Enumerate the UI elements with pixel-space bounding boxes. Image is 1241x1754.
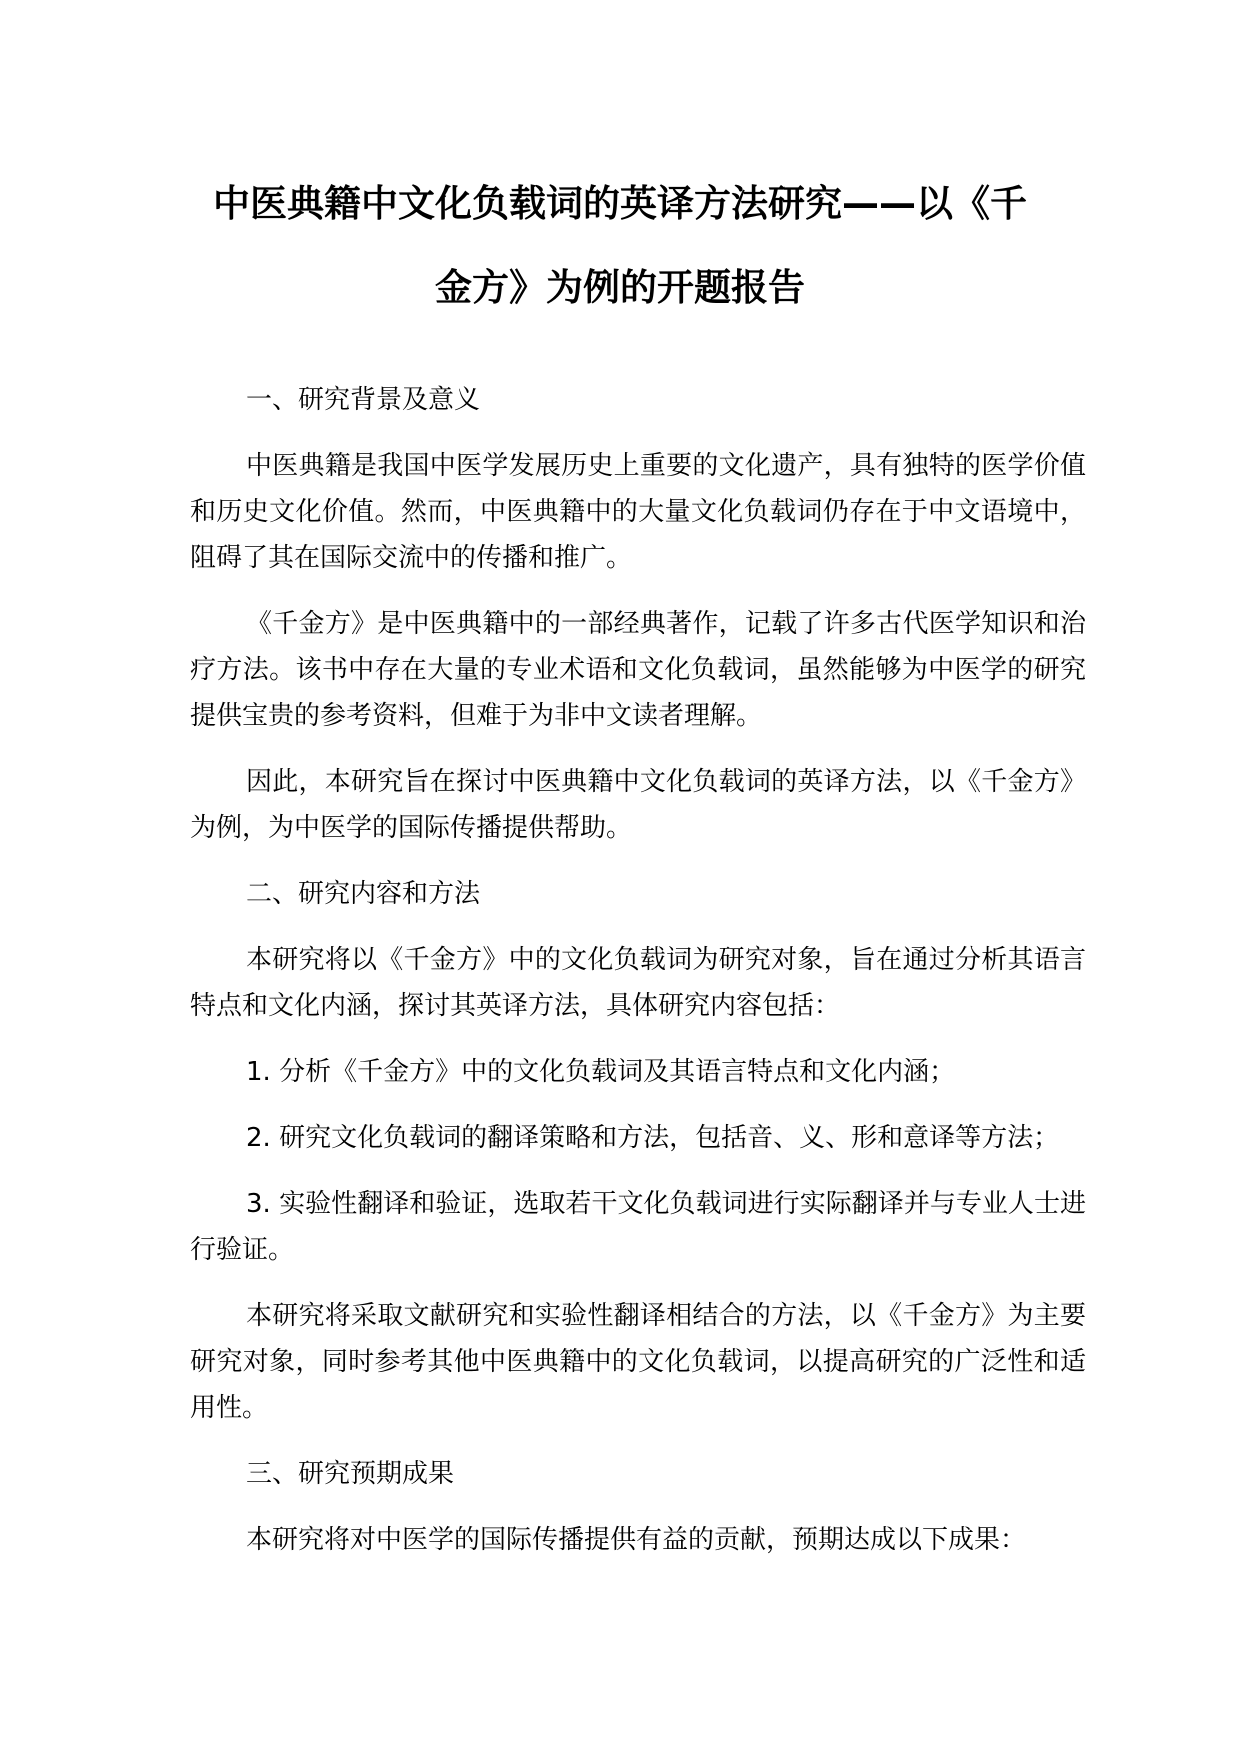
paragraph: 中医典籍是我国中医学发展历史上重要的文化遗产，具有独特的医学价值和历史文化价值。然而，中医典籍中的大量文化负载词仍存在于中文语境中，阻碍了其在国际交流中的传播和推广。 (190, 451, 1086, 573)
paragraph: 本研究将采取文献研究和实验性翻译相结合的方法，以《千金方》为主要研究对象，同时参考其他中医典籍中的文化负载词，以提高研究的广泛性和适用性。 (190, 1301, 1086, 1423)
paragraph: 《千金方》是中医典籍中的一部经典著作，记载了许多古代医学知识和治疗方法。该书中存在大量的专业术语和文化负载词，虽然能够为中医学的研究提供宝贵的参考资料，但难于为非中文读者理解。 (190, 609, 1086, 731)
paragraph: 因此，本研究旨在探讨中医典籍中文化负载词的英译方法，以《千金方》为例，为中医学的国际传播提供帮助。 (190, 767, 1086, 843)
document-title-line-2: 金方》为例的开题报告 (435, 266, 805, 309)
section-heading-content-methods: 二、研究内容和方法 (246, 879, 481, 909)
paragraph: 本研究将以《千金方》中的文化负载词为研究对象，旨在通过分析其语言特点和文化内涵，探讨其英译方法，具体研究内容包括： (190, 945, 1086, 1021)
paragraph: 本研究将对中医学的国际传播提供有益的贡献，预期达成以下成果： (246, 1525, 1027, 1555)
section-heading-expected-results: 三、研究预期成果 (246, 1459, 455, 1489)
document-body (190, 377, 1086, 1583)
document-title-line-1: 中医典籍中文化负载词的英译方法研究——以《千 (213, 182, 1027, 225)
list-item: 2. 研究文化负载词的翻译策略和方法，包括音、义、形和意译等方法； (246, 1123, 1060, 1153)
list-item: 3. 实验性翻译和验证，选取若干文化负载词进行实际翻译并与专业人士进行验证。 (190, 1189, 1086, 1265)
list-item: 1. 分析《千金方》中的文化负载词及其语言特点和文化内涵； (246, 1057, 956, 1087)
section-heading-background: 一、研究背景及意义 (246, 385, 481, 415)
